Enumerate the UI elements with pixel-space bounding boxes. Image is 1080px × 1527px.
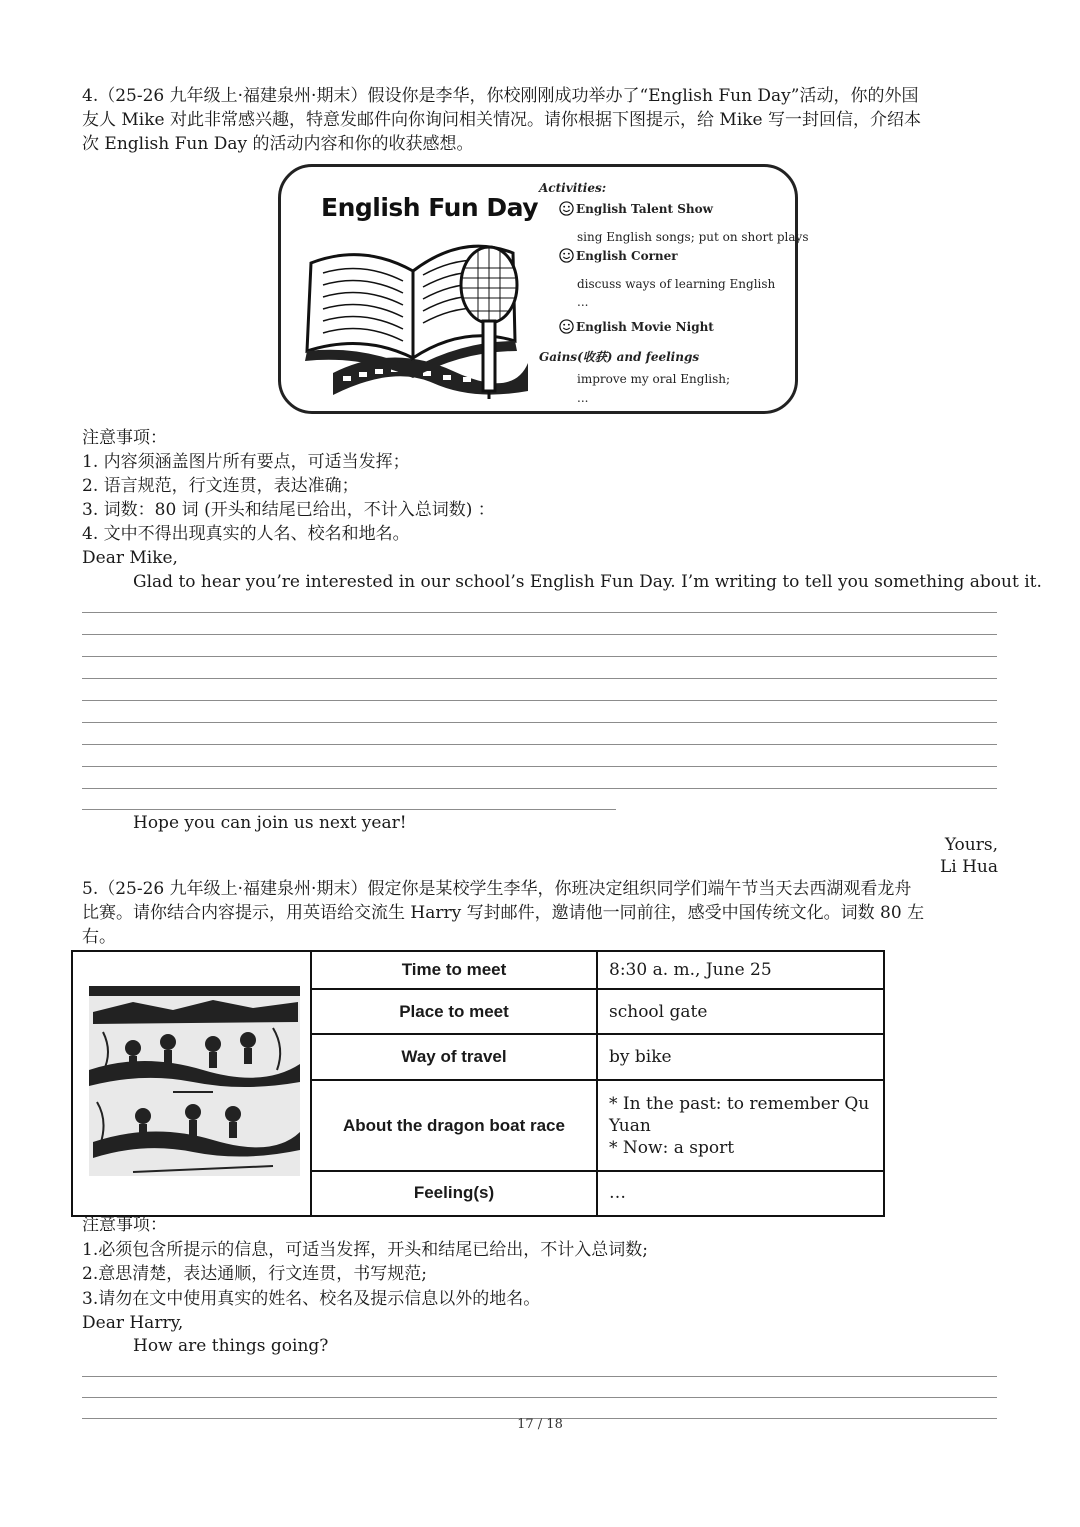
answer-line[interactable]	[82, 744, 997, 745]
row-value-feelings: …	[597, 1171, 884, 1216]
activity-talent-show	[559, 201, 713, 216]
activity-english-corner	[559, 248, 678, 263]
poster-title: English Fun Day	[321, 193, 539, 222]
q4-prompt-line-3: 次 English Fun Day 的活动内容和你的收获感想。	[82, 134, 474, 154]
row-value-place: school gate	[597, 989, 884, 1034]
q5-note-2: 2.意思清楚，表达通顺，行文连贯，书写规范;	[82, 1264, 427, 1284]
row-label-feelings: Feeling(s)	[311, 1171, 597, 1216]
activities-label: Activities:	[539, 181, 607, 195]
q5-notes-title: 注意事项：	[82, 1215, 167, 1235]
answer-line[interactable]	[82, 788, 997, 789]
q4-note-1: 1. 内容须涵盖图片所有要点，可适当发挥；	[82, 452, 410, 472]
dragon-boat-picture-cell	[72, 951, 311, 1216]
q4-note-3: 3. 词数：80 词 (开头和结尾已给出，不计入总词数) ：	[82, 500, 495, 520]
activity-english-corner-label: English Corner	[576, 249, 678, 263]
q5-opening: How are things going?	[133, 1336, 329, 1356]
answer-line[interactable]	[82, 722, 997, 723]
row-label-time: Time to meet	[311, 951, 597, 989]
answer-line[interactable]	[82, 766, 997, 767]
q4-greeting: Dear Mike,	[82, 548, 178, 568]
gain-ellipsis: ...	[577, 391, 589, 405]
q4-opening: Glad to hear you’re interested in our school’s English Fun Day. I’m writing to tell you something about it.	[133, 572, 1042, 592]
q5-prompt-line-1: 5.（25-26 九年级上·福建泉州·期末）假定你是某校学生李华，你班决定组织同学们端午节当天去西湖观看龙舟	[82, 879, 912, 899]
race-past-note: * In the past: to remember Qu Yuan	[609, 1093, 870, 1136]
q5-greeting: Dear Harry,	[82, 1313, 184, 1333]
q4-closing: Hope you can join us next year!	[133, 813, 407, 833]
answer-line[interactable]	[82, 1376, 997, 1377]
q4-signature: Li Hua	[939, 857, 998, 877]
q5-note-1: 1.必须包含所提示的信息，可适当发挥，开头和结尾已给出，不计入总词数;	[82, 1240, 648, 1260]
dragon-boat-info-table	[71, 950, 885, 1217]
q4-note-2: 2. 语言规范，行文连贯，表达准确；	[82, 476, 359, 496]
answer-line[interactable]	[82, 678, 997, 679]
row-label-travel: Way of travel	[311, 1034, 597, 1080]
race-now-note: * Now: a sport	[609, 1137, 735, 1158]
page-number: 17 / 18	[517, 1417, 563, 1432]
q5-note-3: 3.请勿在文中使用真实的姓名、校名及提示信息以外的地名。	[82, 1289, 541, 1309]
answer-line[interactable]	[82, 656, 997, 657]
activity-movie-night	[559, 319, 714, 334]
q4-note-4: 4. 文中不得出现真实的人名、校名和地名。	[82, 524, 410, 544]
q5-prompt-line-3: 右。	[82, 927, 116, 947]
answer-line[interactable]	[82, 1397, 997, 1398]
gains-label: Gains(收获) and feelings	[539, 350, 700, 364]
q4-prompt-line-1: 4.（25-26 九年级上·福建泉州·期末）假设你是李华，你校刚刚成功举办了“English Fun Day”活动，你的外国	[82, 86, 919, 106]
row-value-travel: by bike	[597, 1034, 884, 1080]
q4-prompt-line-2: 友人 Mike 对此非常感兴趣，特意发邮件向你询问相关情况。请你根据下图提示，给 Mike 写一封回信，介绍本	[82, 110, 922, 130]
english-fun-day-poster	[278, 164, 809, 414]
activity-movie-night-label: English Movie Night	[576, 320, 714, 334]
smiley-icon	[559, 248, 574, 263]
activity-talent-show-detail: sing English songs; put on short plays	[577, 230, 809, 244]
smiley-icon	[559, 201, 574, 216]
row-label-race: About the dragon boat race	[311, 1080, 597, 1170]
q4-notes-title: 注意事项：	[82, 428, 167, 448]
answer-line[interactable]	[82, 700, 997, 701]
q5-prompt-line-2: 比赛。请你结合内容提示，用英语给交流生 Harry 写封邮件，邀请他一同前往，感受中国传统文化。词数 80 左	[82, 903, 925, 923]
answer-line[interactable]	[82, 612, 997, 613]
book-microphone-film-illustration	[303, 223, 533, 403]
q4-signoff: Yours,	[944, 835, 998, 855]
row-label-place: Place to meet	[311, 989, 597, 1034]
activity-talent-show-label: English Talent Show	[576, 202, 713, 216]
answer-line[interactable]	[82, 809, 616, 810]
activity-ellipsis: ...	[577, 295, 589, 309]
dragon-boat-race-woodcut-image	[73, 952, 310, 1210]
gain-item: improve my oral English;	[577, 372, 731, 386]
activity-english-corner-detail: discuss ways of learning English	[577, 277, 776, 291]
row-value-time: 8:30 a. m., June 25	[597, 951, 884, 989]
row-value-race	[597, 1080, 884, 1170]
answer-line[interactable]	[82, 634, 997, 635]
smiley-icon	[559, 319, 574, 334]
